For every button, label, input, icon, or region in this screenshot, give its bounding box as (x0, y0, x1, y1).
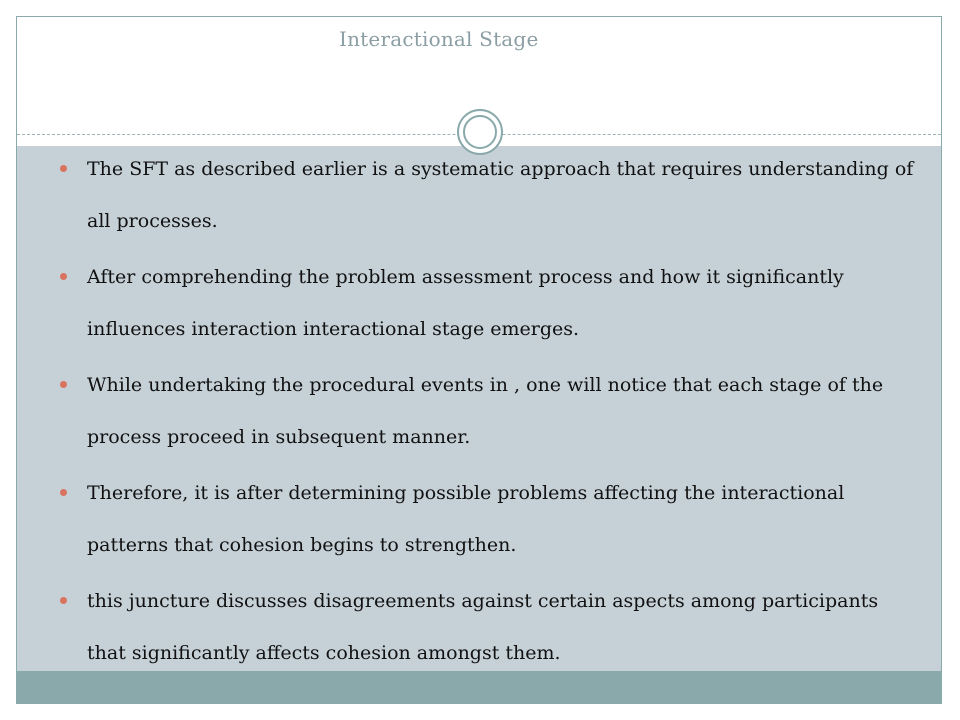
bullet-dot-icon (60, 273, 67, 280)
bullet-list (57, 143, 917, 683)
slide (16, 16, 942, 704)
bullet-dot-icon (60, 165, 67, 172)
bullet-text: After comprehending the problem assessment process and how it significantly influences interaction interactional stage emerges. (87, 266, 844, 340)
bullet-text: Therefore, it is after determining possible problems affecting the interactional patterns that cohesion begins to strengthen. (87, 482, 845, 556)
bullet-dot-icon (60, 597, 67, 604)
bullet-item (57, 251, 917, 355)
bullet-item (57, 467, 917, 571)
bullet-dot-icon (60, 381, 67, 388)
bullet-item (57, 575, 917, 679)
bullet-dot-icon (60, 489, 67, 496)
bullet-text: While undertaking the procedural events in , one will notice that each stage of the process proceed in subsequent manner. (87, 374, 884, 448)
bullet-text: this juncture discusses disagreements against certain aspects among participants that significantly affects cohesion amongst them. (87, 590, 879, 664)
bullet-item (57, 359, 917, 463)
bullet-item (57, 143, 917, 247)
bullet-text: The SFT as described earlier is a systematic approach that requires understanding of all processes. (87, 158, 914, 232)
slide-title: Interactional Stage (339, 27, 539, 51)
